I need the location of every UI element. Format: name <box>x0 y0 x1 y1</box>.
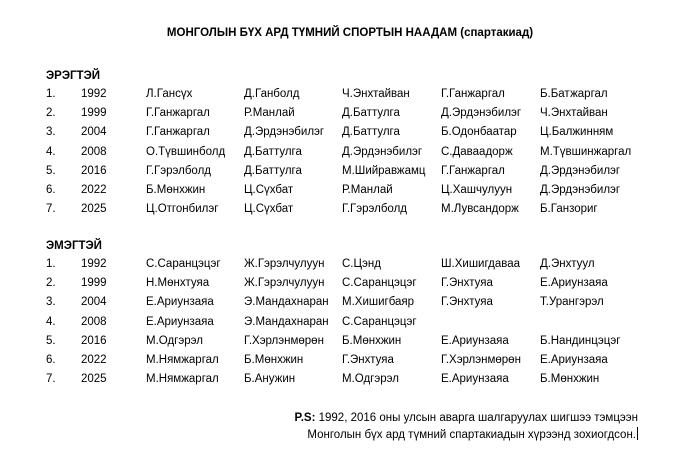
athlete-name-place-2: Д.Ганболд <box>244 88 300 100</box>
athlete-name-place-2: Д.Баттулга <box>244 145 302 158</box>
row-year: 2022 <box>81 184 107 196</box>
athlete-name-place-5: Д.Энхтуул <box>540 258 595 270</box>
athlete-name-place-1: Г.Ганжаргал <box>146 107 210 120</box>
row-year: 2022 <box>81 354 107 366</box>
table-row <box>0 316 700 332</box>
athlete-name-place-3: М.Одгэрэл <box>342 373 399 386</box>
athlete-name-place-1: М.Нямжаргал <box>146 373 219 386</box>
athlete-name-place-5: Б.Батжаргал <box>540 88 608 100</box>
athlete-name-place-1: Е.Ариунзаяа <box>146 296 214 309</box>
athlete-name-place-3: Г.Гэрэлболд <box>342 203 407 216</box>
document-title <box>0 27 700 39</box>
athlete-name-place-3: Г.Энхтуяа <box>342 354 394 366</box>
athlete-name-place-3: М.Хишигбаяр <box>342 296 415 309</box>
athlete-name-place-2: Э.Мандахнаран <box>244 296 329 309</box>
row-year: 1999 <box>81 107 107 120</box>
athlete-name-place-2: Г.Хэрлэнмөрөн <box>244 334 324 347</box>
athlete-name-place-4: Г.Ганжаргал <box>441 88 505 100</box>
athlete-name-place-3: Б.Мөнхжин <box>342 334 402 347</box>
athlete-name-place-3: С.Саранцэцэг <box>342 277 417 290</box>
postscript-note <box>295 410 638 444</box>
row-year: 1999 <box>81 277 107 290</box>
postscript-text-1: 1992, 2016 оны улсын аварга шалгаруулах шигшээ тэмцээн <box>318 412 638 424</box>
row-number: 7. <box>46 203 56 216</box>
athlete-name-place-1: М.Одгэрэл <box>146 334 203 347</box>
athlete-name-place-2: Б.Мөнхжин <box>244 354 304 366</box>
postscript-line-1 <box>295 410 638 427</box>
women-section-heading: ЭМЭГТЭЙ <box>46 240 102 252</box>
athlete-name-place-4: Г.Хэрлэнмөрөн <box>441 354 521 366</box>
table-row <box>0 146 700 162</box>
athlete-name-place-2: Д.Эрдэнэбилэг <box>244 126 325 139</box>
row-year: 2025 <box>81 203 107 216</box>
row-year: 2025 <box>81 373 107 386</box>
row-number: 2. <box>46 277 56 290</box>
athlete-name-place-5: Е.Ариунзаяа <box>540 277 608 290</box>
athlete-name-place-5: Е.Ариунзаяа <box>540 354 608 366</box>
athlete-name-place-1: Н.Мөнхтуяа <box>146 277 210 290</box>
athlete-name-place-2: Д.Баттулга <box>244 164 302 177</box>
row-year: 2004 <box>81 296 107 309</box>
athlete-name-place-1: Г.Ганжаргал <box>146 126 210 139</box>
row-number: 1. <box>46 88 56 100</box>
athlete-name-place-3: Д.Баттулга <box>342 107 400 120</box>
title-sub: (спартакиад) <box>460 27 534 39</box>
athlete-name-place-5: Б.Ганзориг <box>540 203 598 216</box>
postscript-text-2: Монголын бүх ард түмний спартакиадын хүрээнд зохиогдсон. <box>307 429 636 441</box>
athlete-name-place-4: Г.Энхтуяа <box>441 296 493 309</box>
athlete-name-place-5: М.Түвшинжаргал <box>540 145 632 158</box>
athlete-name-place-5: Т.Урангэрэл <box>540 296 604 309</box>
title-main: МОНГОЛЫН БҮХ АРД ТҮМНИЙ СПОРТЫН НААДАМ <box>166 27 458 39</box>
postscript-label: P.S: <box>294 412 316 424</box>
athlete-name-place-2: Р.Манлай <box>244 107 295 120</box>
athlete-name-place-5: Д.Эрдэнэбилэг <box>540 164 621 177</box>
row-number: 3. <box>46 296 56 309</box>
athlete-name-place-4: Б.Одонбаатар <box>441 126 517 139</box>
athlete-name-place-1: Б.Мөнхжин <box>146 184 206 196</box>
row-number: 2. <box>46 107 56 120</box>
table-row <box>0 107 700 123</box>
athlete-name-place-4: Е.Ариунзаяа <box>441 373 509 386</box>
table-row <box>0 184 700 200</box>
row-number: 5. <box>46 164 56 177</box>
athlete-name-place-2: Ц.Сүхбат <box>244 184 294 196</box>
athlete-name-place-4: С.Даваадорж <box>441 145 513 158</box>
athlete-name-place-2: Э.Мандахнаран <box>244 315 329 328</box>
table-row <box>0 354 700 370</box>
row-number: 4. <box>46 315 56 328</box>
table-row <box>0 258 700 274</box>
athlete-name-place-2: Б.Анужин <box>244 373 296 386</box>
athlete-name-place-3: Ч.Энхтайван <box>342 88 410 100</box>
row-year: 2008 <box>81 315 107 328</box>
table-row <box>0 88 700 104</box>
row-number: 3. <box>46 126 56 139</box>
athlete-name-place-4: Г.Ганжаргал <box>441 164 505 177</box>
table-row <box>0 335 700 351</box>
row-number: 6. <box>46 184 56 196</box>
athlete-name-place-4: Е.Ариунзаяа <box>441 334 509 347</box>
athlete-name-place-5: Д.Эрдэнэбилэг <box>540 184 621 196</box>
athlete-name-place-1: Л.Гансүх <box>146 88 193 100</box>
row-number: 7. <box>46 373 56 386</box>
athlete-name-place-1: Г.Гэрэлболд <box>146 164 211 177</box>
athlete-name-place-3: Д.Эрдэнэбилэг <box>342 145 423 158</box>
athlete-name-place-1: О.Түвшинболд <box>146 145 226 158</box>
table-row <box>0 277 700 293</box>
athlete-name-place-1: М.Нямжаргал <box>146 354 219 366</box>
row-number: 5. <box>46 334 56 347</box>
athlete-name-place-5: Ц.Балжинням <box>540 126 614 139</box>
athlete-name-place-4: М.Лувсандорж <box>441 203 519 216</box>
row-year: 2004 <box>81 126 107 139</box>
athlete-name-place-1: Ц.Отгонбилэг <box>146 203 219 216</box>
athlete-name-place-2: Ж.Гэрэлчулуун <box>244 258 325 270</box>
athlete-name-place-4: Ц.Хашчулуун <box>441 184 513 196</box>
table-row <box>0 373 700 389</box>
text-cursor <box>637 427 638 440</box>
row-year: 2016 <box>81 334 107 347</box>
table-row <box>0 126 700 142</box>
athlete-name-place-3: Д.Баттулга <box>342 126 400 139</box>
athlete-name-place-2: Ц.Сүхбат <box>244 203 294 216</box>
row-year: 2016 <box>81 164 107 177</box>
athlete-name-place-5: Б.Нандинцэцэг <box>540 334 621 347</box>
athlete-name-place-5: Б.Мөнхжин <box>540 373 600 386</box>
athlete-name-place-3: Р.Манлай <box>342 184 393 196</box>
postscript-line-2 <box>295 427 638 444</box>
athlete-name-place-2: Ж.Гэрэлчулуун <box>244 277 325 290</box>
row-year: 2008 <box>81 145 107 158</box>
row-year: 1992 <box>81 88 107 100</box>
athlete-name-place-5: Ч.Энхтайван <box>540 107 608 120</box>
athlete-name-place-3: С.Саранцэцэг <box>342 315 417 328</box>
athlete-name-place-3: С.Цэнд <box>342 258 381 270</box>
row-year: 1992 <box>81 258 107 270</box>
row-number: 1. <box>46 258 56 270</box>
men-section-heading: ЭРЭГТЭЙ <box>46 70 101 82</box>
athlete-name-place-4: Д.Эрдэнэбилэг <box>441 107 522 120</box>
athlete-name-place-4: Ш.Хишигдаваа <box>441 258 521 270</box>
athlete-name-place-1: Е.Ариунзаяа <box>146 315 214 328</box>
row-number: 4. <box>46 145 56 158</box>
table-row <box>0 203 700 219</box>
table-row <box>0 165 700 181</box>
row-number: 6. <box>46 354 56 366</box>
athlete-name-place-1: С.Саранцэцэг <box>146 258 221 270</box>
athlete-name-place-3: М.Шийравжамц <box>342 164 426 177</box>
table-row <box>0 296 700 312</box>
athlete-name-place-4: Г.Энхтуяа <box>441 277 493 290</box>
